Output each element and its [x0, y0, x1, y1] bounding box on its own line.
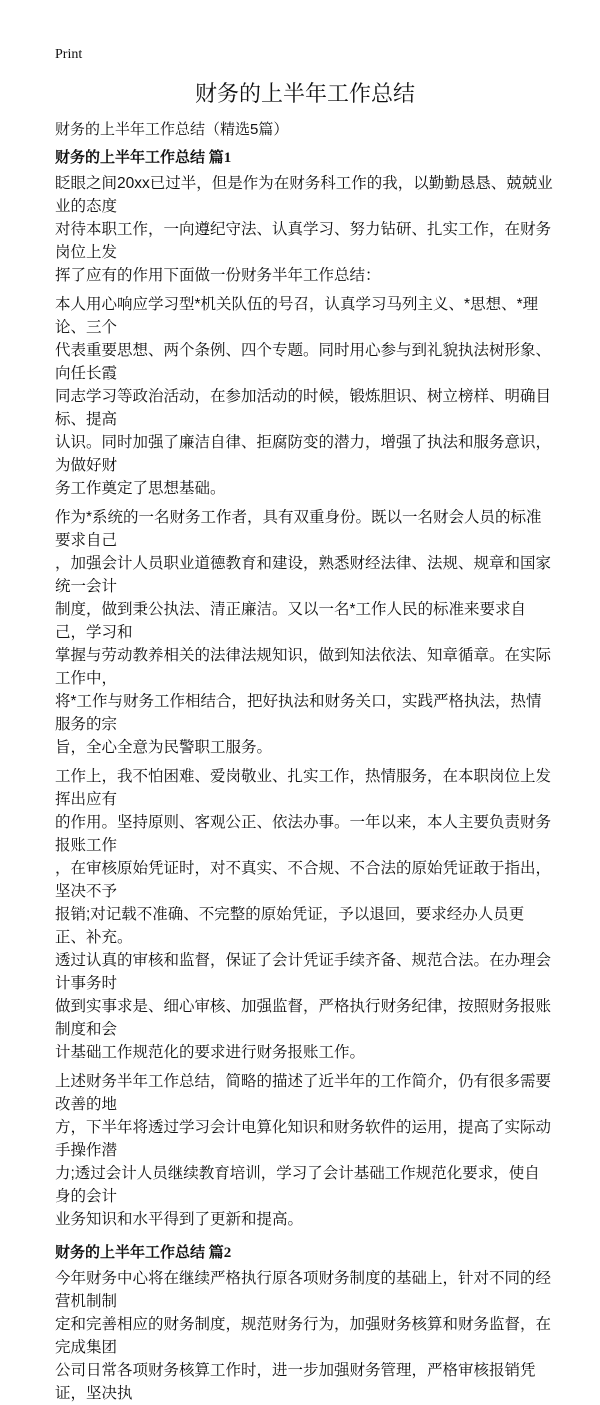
paragraph-line: 制度，做到秉公执法、清正廉洁。又以一名*工作人民的标准来要求自己，学习和: [55, 601, 527, 641]
paragraph-line: 代表重要思想、两个条例、四个专题。同时用心参与到礼貌执法树形象、向任长霞: [55, 342, 552, 382]
paragraph-line: 眨眼之间20xx已过半，但是作为在财务科工作的我，以勤勤恳恳、兢兢业业的态度: [55, 175, 553, 215]
paragraph-line: ，在审核原始凭证时，对不真实、不合规、不合法的原始凭证敢于指出，坚决不予: [55, 860, 552, 900]
paragraph-line: 将*工作与财务工作相结合，把好执法和财务关口，实践严格执法，热情服务的宗: [55, 693, 542, 733]
paragraph-line: 务工作奠定了思想基础。: [55, 480, 226, 497]
paragraph-line: 做到实事求是、细心审核、加强监督，严格执行财务纪律，按照财务报账制度和会: [55, 998, 552, 1038]
document-section: [55, 1243, 555, 1405]
paragraph-line: 定和完善相应的财务制度，规范财务行为，加强财务核算和财务监督，在完成集团: [55, 1316, 552, 1356]
paragraph-line: 本人用心响应学习型*机关队伍的号召，认真学习马列主义、*思想、*理论、三个: [55, 296, 539, 336]
paragraph: [55, 172, 555, 287]
paragraph-line: 旨，全心全意为民警职工服务。: [55, 739, 273, 756]
paragraph-line: 公司日常各项财务核算工作时，进一步加强财务管理，严格审核报销凭证，坚决执: [55, 1362, 536, 1402]
paragraph-line: 同志学习等政治活动，在参加活动的时候，锻炼胆识、树立榜样、明确目标、提高: [55, 388, 552, 428]
paragraph-line: 的作用。坚持原则、客观公正、依法办事。一年以来，本人主要负责财务报账工作: [55, 814, 552, 854]
paragraph-line: 作为*系统的一名财务工作者，具有双重身份。既以一名财会人员的标准要求自己: [55, 509, 542, 549]
paragraph-line: 计基础工作规范化的要求进行财务报账工作。: [55, 1044, 366, 1061]
paragraph: [55, 1267, 555, 1405]
paragraph: [55, 293, 555, 500]
paragraph-line: 透过认真的审核和监督，保证了会计凭证手续齐备、规范合法。在办理会计事务时: [55, 952, 552, 992]
section-heading: 财务的上半年工作总结 篇1: [55, 150, 232, 166]
paragraph-line: 掌握与劳动教养相关的法律法规知识，做到知法依法、知章循章。在实际工作中，: [55, 647, 552, 687]
paragraph-line: 力;透过会计人员继续教育培训，学习了会计基础工作规范化要求，使自身的会计: [55, 1165, 540, 1205]
paragraph-line: ，加强会计人员职业道德教育和建设，熟悉财经法律、法规、规章和国家统一会计: [55, 555, 552, 595]
paragraph-line: 方，下半年将透过学习会计电算化知识和财务软件的运用，提高了实际动手操作潜: [55, 1119, 552, 1159]
paragraph-line: 挥了应有的作用下面做一份财务半年工作总结：: [55, 267, 381, 284]
paragraph: [55, 765, 555, 1064]
paragraph-line: 上述财务半年工作总结，简略的描述了近半年的工作简介，仍有很多需要改善的地: [55, 1073, 552, 1113]
paragraph: [55, 506, 555, 759]
paragraph-line: 认识。同时加强了廉洁自律、拒腐防变的潜力，增强了执法和服务意识，为做好财: [55, 434, 552, 474]
paragraph-line: 今年财务中心将在继续严格执行原各项财务制度的基础上，针对不同的经营机制制: [55, 1270, 552, 1310]
paragraph-line: 业务知识和水平得到了更新和提高。: [55, 1211, 304, 1228]
paragraph-line: 报销;对记载不准确、不完整的原始凭证，予以退回，要求经办人员更正、补充。: [55, 906, 525, 946]
print-label: Print: [55, 47, 83, 62]
paragraph: [55, 1070, 555, 1231]
document-section: [55, 148, 555, 1231]
section-heading: 财务的上半年工作总结 篇2: [55, 1245, 232, 1261]
document-title: 财务的上半年工作总结: [194, 81, 415, 106]
document-content: [55, 148, 555, 1405]
paragraph-line: 工作上，我不怕困难、爱岗敬业、扎实工作，热情服务，在本职岗位上发挥出应有: [55, 768, 552, 808]
document-subtitle: 财务的上半年工作总结（精选5篇）: [55, 121, 289, 138]
paragraph-line: 对待本职工作，一向遵纪守法、认真学习、努力钻研、扎实工作，在财务岗位上发: [55, 221, 552, 261]
